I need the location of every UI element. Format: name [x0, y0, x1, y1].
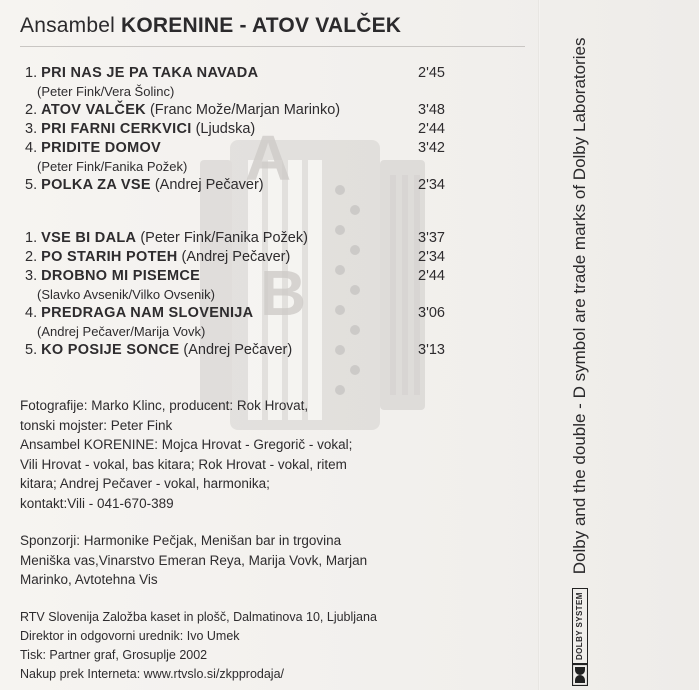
track-duration: 3'13 [418, 342, 445, 358]
track-credit: (Andrej Pečaver) [181, 249, 291, 265]
track-title: DROBNO MI PISEMCE [41, 268, 201, 284]
track-number: 1. [25, 65, 38, 81]
publisher-block [20, 608, 420, 684]
track-title: VSE BI DALA [41, 230, 137, 246]
sponsors-line: Sponzorji: Harmonike Pečjak, Menišan bar in trgovina [20, 533, 342, 548]
track-duration: 3'37 [418, 230, 445, 246]
dolby-double-d-icon [572, 664, 588, 686]
track-credit-line: (Slavko Avsenik/Vilko Ovsenik) [37, 287, 215, 302]
track-number: 2. [25, 249, 38, 265]
side-b-watermark: B [260, 257, 307, 329]
track-duration: 2'34 [418, 249, 445, 265]
dolby-system-label: DOLBY SYSTEM [572, 588, 588, 664]
track-duration: 3'48 [418, 102, 445, 118]
track-number: 5. [25, 177, 38, 193]
header-group: Ansambel [20, 14, 115, 37]
track-duration: 2'45 [418, 65, 445, 81]
track-item [25, 101, 445, 120]
publisher-line: RTV Slovenija Založba kaset in plošč, Dalmatinova 10, Ljubljana [20, 610, 377, 624]
track-credit: (Andrej Pečaver) [183, 342, 293, 358]
publisher-line: Tisk: Partner graf, Grosuplje 2002 [20, 648, 208, 662]
track-item [25, 304, 445, 341]
spine-fold [538, 0, 540, 690]
trademark-notice: Dolby and the double - D symbol are trade marks of Dolby Laboratories [570, 37, 589, 575]
track-credit: (Ljudska) [195, 121, 256, 137]
track-number: 5. [25, 342, 38, 358]
track-number: 3. [25, 268, 38, 284]
track-title: PRIDITE DOMOV [41, 140, 162, 156]
side-a-watermark: A [245, 122, 292, 194]
credits-line: kitara; Andrej Pečaver - vokal, harmonika; [20, 476, 270, 491]
track-title: ATOV VALČEK [41, 102, 146, 118]
track-item [25, 267, 445, 304]
track-duration: 2'44 [418, 121, 445, 137]
side-b-tracklist [25, 229, 445, 360]
track-item [25, 248, 445, 267]
credits-line: Vili Hrovat - vokal, bas kitara; Rok Hrovat - vokal, ritem [20, 456, 347, 472]
track-item [25, 64, 445, 101]
track-title: PRI NAS JE PA TAKA NAVADA [41, 65, 259, 81]
track-item [25, 139, 445, 176]
track-duration: 2'34 [418, 177, 445, 193]
credits-line: Ansambel KORENINE: Mojca Hrovat - Gregorič - vokal; [20, 437, 353, 452]
production-credits [20, 396, 420, 513]
track-title: POLKA ZA VSE [41, 177, 151, 193]
spine-notice [570, 38, 590, 687]
side-a-tracklist [25, 64, 445, 195]
track-title: PREDRAGA NAM SLOVENIJA [41, 305, 254, 321]
track-title: PRI FARNI CERKVICI [41, 121, 192, 137]
credits-line: Fotografije: Marko Klinc, producent: Rok Hrovat, [20, 398, 309, 413]
track-title: KO POSIJE SONCE [41, 342, 180, 358]
header-album-title: KORENINE - ATOV VALČEK [121, 14, 402, 37]
track-credit-line: (Peter Fink/Fanika Požek) [37, 159, 188, 174]
track-credit-line: (Peter Fink/Vera Šolinc) [37, 84, 175, 99]
track-number: 4. [25, 305, 38, 321]
track-number: 4. [25, 140, 38, 156]
sponsors-line: Meniška vas,Vinarstvo Emeran Reya, Marija Vovk, Marjan [20, 552, 368, 568]
publisher-line: Nakup prek Interneta: www.rtvslo.si/zkpprodaja/ [20, 667, 285, 681]
track-credit-line: (Andrej Pečaver/Marija Vovk) [37, 324, 206, 339]
header-divider [20, 46, 525, 47]
track-item [25, 120, 445, 139]
track-credit: (Peter Fink/Fanika Požek) [140, 230, 308, 246]
track-item [25, 176, 445, 195]
track-title: PO STARIH POTEH [41, 249, 178, 265]
track-duration: 3'06 [418, 305, 445, 321]
sponsors-line: Marinko, Avtotehna Vis [20, 572, 158, 587]
track-duration: 3'42 [418, 140, 445, 156]
dolby-logo [572, 588, 588, 686]
track-credit: (Andrej Pečaver) [154, 177, 264, 193]
sponsors-block [20, 531, 410, 590]
track-number: 3. [25, 121, 38, 137]
credits-line: kontakt:Vili - 041-670-389 [20, 495, 174, 511]
track-number: 1. [25, 230, 38, 246]
track-duration: 2'44 [418, 268, 445, 284]
credits-line: tonski mojster: Peter Fink [20, 417, 173, 433]
track-credit: (Franc Može/Marjan Marinko) [149, 102, 341, 118]
track-item [25, 341, 445, 360]
track-number: 2. [25, 102, 38, 118]
track-item [25, 229, 445, 248]
publisher-line: Direktor in odgovorni urednik: Ivo Umek [20, 629, 240, 643]
album-header [20, 14, 401, 38]
